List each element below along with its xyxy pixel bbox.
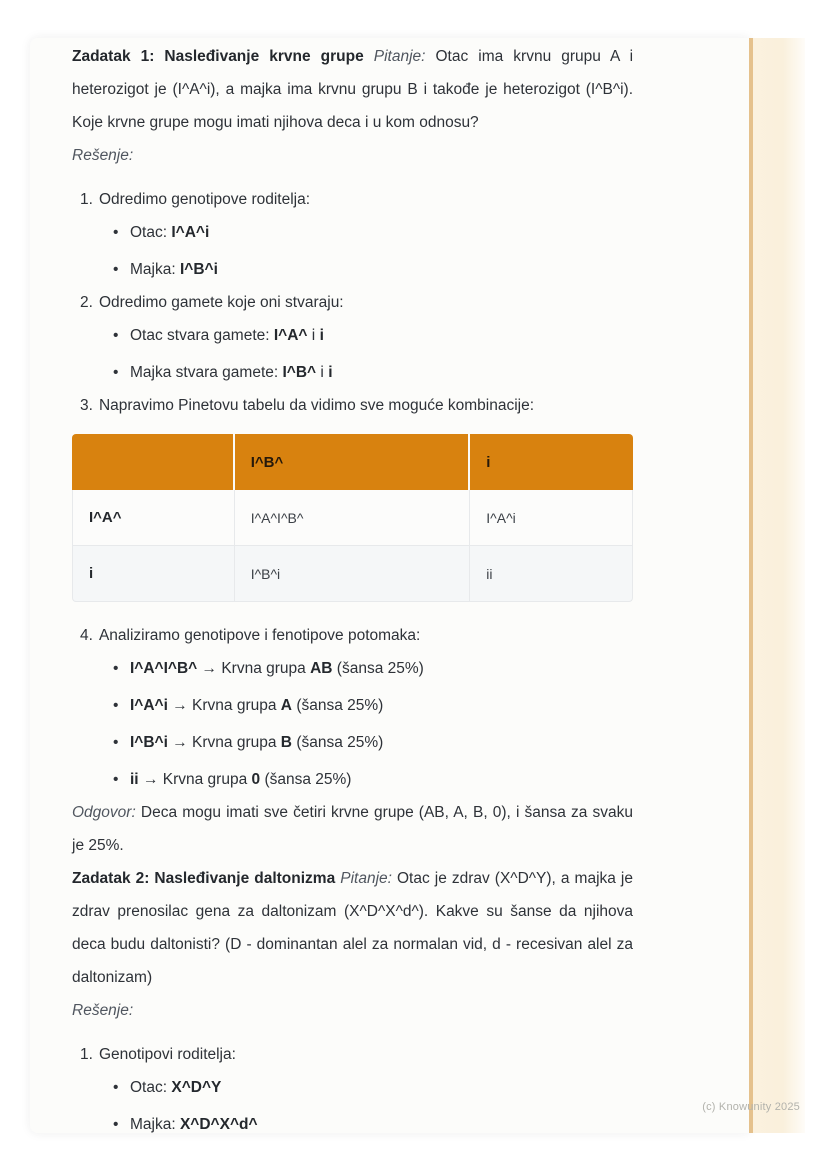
bullet-blood-group: 0 [251,771,261,788]
copyright-watermark: (c) Knowunity 2025 [702,1101,800,1113]
bullet-blood-group: AB [310,660,333,677]
bullet-genotype: X^D^Y [171,1079,222,1096]
task1-question-label: Pitanje: [373,48,426,65]
table-cell: I^A^I^B^ [235,490,471,546]
task1-answer-text: Deca mogu imati sve četiri krvne grupe (AB, A, B, 0), i šansa za svaku je 25%. [72,804,633,854]
bullet-genotype: i [319,327,324,344]
task1-step3-heading [72,389,633,422]
step-text: Analiziramo genotipove i fenotipove potomaka: [98,627,421,644]
task1-solution-label: Rešenje: [72,147,134,164]
task1-step4-heading [72,619,633,652]
step-text: Odredimo genotipove roditelja: [98,191,311,208]
table-header-cell-maternal-gamete: i [470,434,633,490]
task1-title: Zadatak 1: Nasleđivanje krvne grupe [72,48,364,65]
bullet-text: i [311,327,316,344]
punnett-table-container [72,434,633,602]
task1-question-text: Otac ima krvnu grupu A i heterozigot je (I^A^i), a majka ima krvnu grupu B i takođe je heterozigot (I^B^i). Koje krvne grupe mogu imati njihova deca i u kom odnosu? [72,48,634,131]
step-number: 2. [80,294,93,311]
bullet-genotype: X^D^X^d^ [179,1116,258,1133]
list-item [113,1071,633,1104]
task1-step3 [72,389,633,422]
bullet-chance: (šansa 25%) [296,697,384,714]
task1-answer-paragraph [72,796,633,862]
table-header-row [72,434,633,490]
table-header-cell-maternal-gamete: I^B^ [235,434,471,490]
bullet-text: → Krvna grupa [172,697,277,714]
bullet-genotype: I^B^i [179,261,218,278]
bullet-text: Majka: [130,1116,176,1133]
table-cell: I^A^i [470,490,633,546]
bullet-text: Otac stvara gamete: [130,327,270,344]
bullet-chance: (šansa 25%) [296,734,384,751]
bullet-genotype: I^A^i [130,697,168,714]
list-item [113,689,633,722]
table-row-label: I^A^ [72,490,235,546]
table-row [72,546,633,602]
table-cell: I^B^i [235,546,471,602]
task2-question-text: Otac je zdrav (X^D^Y), a majka je zdrav prenosilac gena za daltonizam (X^D^X^d^). Kakve su šanse da njihova deca budu daltonisti? (D - dominantan alel za normalan vid, d - recesivan alel za daltonizam) [72,870,633,986]
task1-step1-heading [72,183,633,216]
punnett-table [72,434,633,602]
task2-question-paragraph [72,862,633,994]
task1-step2-heading [72,286,633,319]
step-number: 3. [80,397,93,414]
document-page [30,38,749,1133]
next-page-edge-strip [749,38,805,1133]
bullet-chance: (šansa 25%) [264,771,352,788]
task1-step2 [72,286,633,389]
task2-solution-label: Rešenje: [72,1002,134,1019]
bullet-blood-group: A [280,697,292,714]
table-cell: ii [470,546,633,602]
table-row [72,490,633,546]
list-item [113,253,633,286]
task1-step4 [72,619,633,796]
bullet-text: Otac: [130,224,168,241]
list-item [113,1108,633,1141]
task1-answer-label: Odgovor: [72,804,136,821]
step-text: Odredimo gamete koje oni stvaraju: [98,294,344,311]
bullet-genotype: I^A^i [171,224,210,241]
bullet-genotype: ii [130,771,139,788]
task2-step1 [72,1038,633,1141]
list-item [113,356,633,389]
bullet-genotype: i [328,364,333,381]
task1-step1 [72,183,633,286]
list-item [113,216,633,249]
bullet-genotype: I^B^i [130,734,168,751]
bullet-text: Majka stvara gamete: [130,364,279,381]
bullet-genotype: I^A^I^B^ [130,660,198,677]
list-item [113,652,633,685]
bullet-blood-group: B [280,734,292,751]
table-row-label: i [72,546,235,602]
bullet-genotype: I^A^ [273,327,308,344]
table-header-cell-empty [72,434,235,490]
list-item [113,763,633,796]
step-text: Napravimo Pinetovu tabelu da vidimo sve moguće kombinacije: [98,397,535,414]
step-number: 1. [80,191,93,208]
task1-question-paragraph [72,40,633,139]
step-number: 1. [80,1046,93,1063]
list-item [113,726,633,759]
bullet-chance: (šansa 25%) [336,660,424,677]
bullet-text: i [320,364,324,381]
list-item [113,319,633,352]
step-number: 4. [80,627,93,644]
task2-question-label: Pitanje: [340,870,392,887]
bullet-text: → Krvna grupa [142,771,248,788]
task2-step1-heading [72,1038,633,1071]
task2-title: Zadatak 2: Nasleđivanje daltonizma [72,870,336,887]
bullet-text: Majka: [130,261,176,278]
bullet-genotype: I^B^ [282,364,317,381]
bullet-text: Otac: [130,1079,168,1096]
step-text: Genotipovi roditelja: [98,1046,236,1063]
bullet-text: → Krvna grupa [172,734,277,751]
bullet-text: → Krvna grupa [201,660,306,677]
